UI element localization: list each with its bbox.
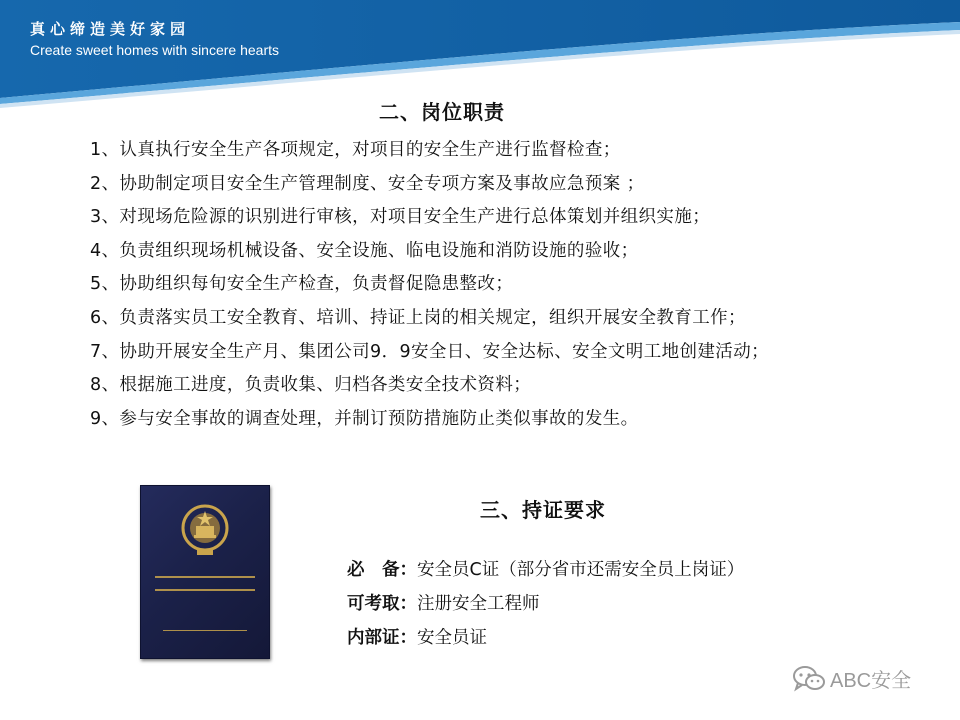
requirement-value: 安全员C证（部分省市还需安全员上岗证）	[417, 560, 745, 580]
duty-item: 9、参与安全事故的调查处理，并制订预防措施防止类似事故的发生。	[90, 408, 639, 429]
watermark	[792, 664, 911, 693]
cover-text-line	[163, 630, 247, 631]
watermark-text: ABC安全	[830, 670, 912, 692]
slogan-chinese: 真心缔造美好家园	[30, 20, 191, 38]
requirement-row	[347, 556, 744, 581]
national-emblem-icon	[179, 502, 231, 558]
requirement-row	[347, 590, 540, 615]
cover-text-line	[155, 589, 255, 591]
duties-heading: 二、岗位职责	[379, 100, 505, 124]
duty-item: 1、认真执行安全生产各项规定，对项目的安全生产进行监督检查；	[90, 140, 621, 160]
duties-list	[90, 136, 950, 438]
duty-item: 3、对现场危险源的识别进行审核，对项目安全生产进行总体策划并组织实施；	[90, 207, 711, 228]
requirement-label: 内部证：	[347, 628, 417, 648]
duty-item: 7、协助开展安全生产月、集团公司9．9安全日、安全达标、安全文明工地创建活动；	[90, 341, 769, 362]
slogan-english: Create sweet homes with sincere hearts	[30, 42, 279, 58]
requirement-label: 必 备：	[347, 560, 417, 580]
duty-item: 8、根据施工进度，负责收集、归档各类安全技术资料；	[90, 375, 532, 396]
duty-item: 2、协助制定项目安全生产管理制度、安全专项方案及事故应急预案 ；	[90, 173, 645, 194]
duty-item: 5、协助组织每旬安全生产检查，负责督促隐患整改；	[90, 274, 514, 295]
duty-item: 6、负责落实员工安全教育、培训、持证上岗的相关规定，组织开展安全教育工作；	[90, 307, 746, 328]
certificate-booklet-image	[140, 485, 270, 659]
requirement-row	[347, 624, 487, 649]
requirement-label: 可考取：	[347, 594, 417, 614]
header-banner	[0, 0, 960, 110]
requirement-value: 安全员证	[417, 628, 487, 648]
wechat-icon	[792, 665, 826, 693]
certificate-heading: 三、持证要求	[480, 498, 606, 522]
requirement-value: 注册安全工程师	[417, 594, 540, 614]
cover-text-line	[155, 576, 255, 578]
duty-item: 4、负责组织现场机械设备、安全设施、临电设施和消防设施的验收；	[90, 240, 639, 261]
